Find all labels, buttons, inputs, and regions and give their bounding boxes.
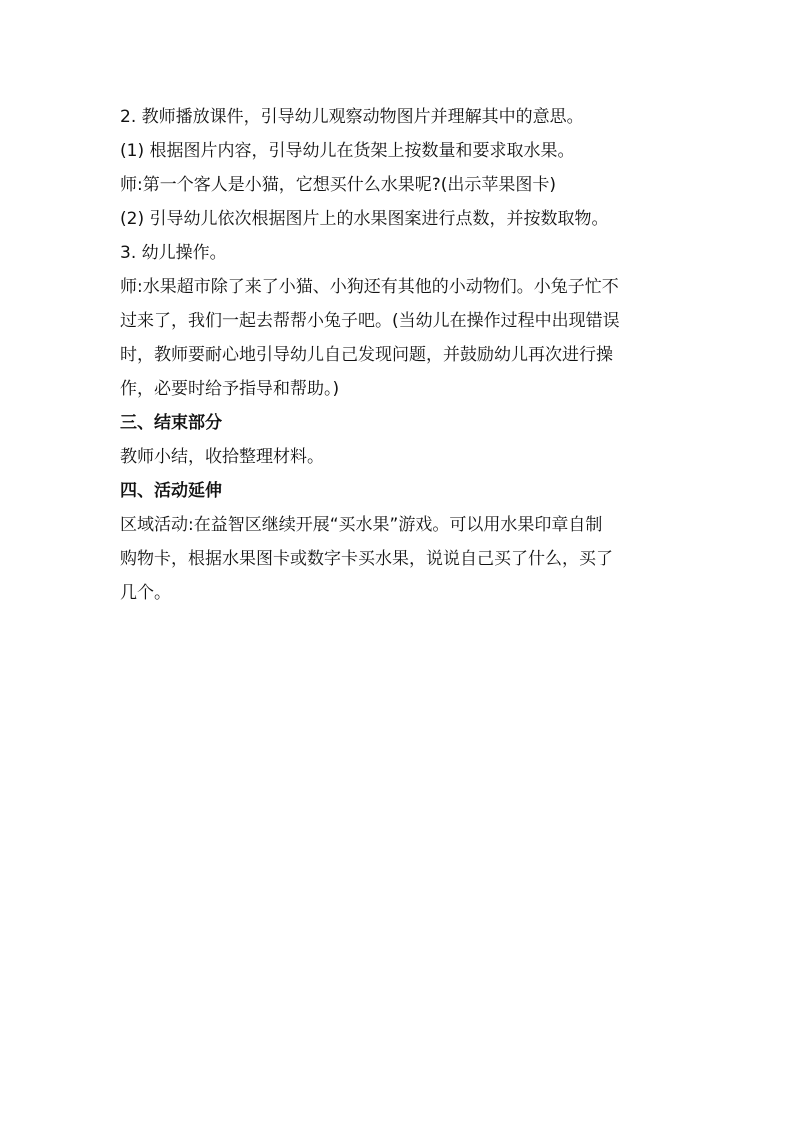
document-body: [120, 100, 676, 610]
section-heading-extension: 四、活动延伸: [120, 481, 222, 501]
substep-1-line: (1) 根据图片内容，引导幼儿在货架上按数量和要求取水果。: [120, 141, 575, 161]
extension-line: 区域活动:在益智区继续开展“买水果”游戏。可以用水果印章自制: [120, 515, 603, 535]
conclusion-text: 教师小结，收拾整理材料。: [120, 447, 324, 467]
substep-2-line: (2) 引导幼儿依次根据图片上的水果图案进行点数，并按数取物。: [120, 209, 609, 229]
extension-line: 几个。: [120, 583, 171, 603]
section-heading-conclusion: 三、结束部分: [120, 413, 222, 433]
paragraph-line: 师:水果超市除了来了小猫、小狗还有其他的小动物们。小兔子忙不: [120, 277, 619, 297]
paragraph-line: 作，必要时给予指导和帮助。): [120, 379, 340, 399]
paragraph-line: 过来了，我们一起去帮帮小兔子吧。(当幼儿在操作过程中出现错误: [120, 311, 620, 331]
step-2-line: 2. 教师播放课件，引导幼儿观察动物图片并理解其中的意思。: [120, 107, 584, 127]
teacher-dialogue-line: 师:第一个客人是小猫，它想买什么水果呢?(出示苹果图卡): [120, 175, 557, 195]
extension-line: 购物卡，根据水果图卡或数字卡买水果，说说自己买了什么，买了: [120, 549, 613, 569]
step-3-line: 3. 幼儿操作。: [120, 243, 227, 263]
paragraph-line: 时，教师要耐心地引导幼儿自己发现问题，并鼓励幼儿再次进行操: [120, 345, 613, 365]
